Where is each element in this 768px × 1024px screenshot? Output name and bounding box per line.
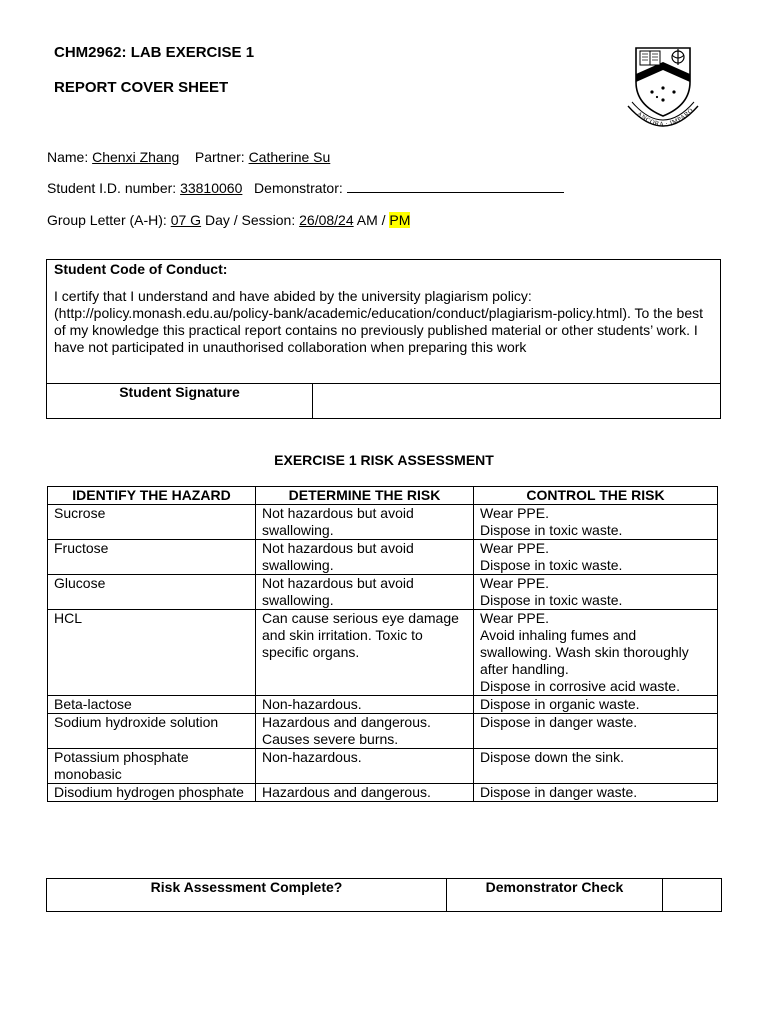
crest-motto: ANCORA · IMPARO — [635, 106, 696, 129]
partner-label: Partner: — [194, 149, 245, 165]
document-subtitle: REPORT COVER SHEET — [54, 79, 229, 96]
group-line — [47, 212, 410, 228]
partner-value: Catherine Su — [248, 149, 331, 165]
name-line — [47, 149, 330, 165]
hazard-cell: Sucrose — [48, 505, 256, 540]
table-row — [48, 696, 718, 714]
demonstrator-blank-field[interactable] — [347, 180, 564, 193]
table-row — [48, 505, 718, 540]
hazard-cell: Potassium phosphate monobasic — [48, 749, 256, 784]
column-header: CONTROL THE RISK — [474, 487, 718, 505]
control-cell: Wear PPE. Avoid inhaling fumes and swallowing. Wash skin thoroughly after handling. Dispose in corrosive acid waste. — [474, 610, 718, 696]
hazard-cell: Fructose — [48, 540, 256, 575]
student-id-value: 33810060 — [180, 180, 243, 196]
risk-cell: Not hazardous but avoid swallowing. — [256, 540, 474, 575]
risk-cell: Hazardous and dangerous. Causes severe burns. — [256, 714, 474, 749]
signature-row — [47, 383, 720, 418]
table-row — [48, 749, 718, 784]
name-value: Chenxi Zhang — [92, 149, 180, 165]
signature-field[interactable] — [313, 384, 720, 418]
risk-cell: Not hazardous but avoid swallowing. — [256, 575, 474, 610]
hazard-cell: HCL — [48, 610, 256, 696]
demonstrator-check-box[interactable] — [663, 879, 722, 912]
session-label: Day / Session: — [204, 212, 296, 228]
hazard-cell: Sodium hydroxide solution — [48, 714, 256, 749]
hazard-cell: Glucose — [48, 575, 256, 610]
control-cell: Dispose in danger waste. — [474, 784, 718, 802]
conduct-statement: I certify that I understand and have abided by the university plagiarism policy: (http://policy.monash.edu.au/policy-bank/academic/education/conduct/plagiarism-policy.html). To the best of my knowledge this practical report contains no previously published material or other students’ work. I have not participated in unauthorised collaboration when preparing this work — [54, 288, 704, 355]
signature-label: Student Signature — [47, 384, 313, 418]
code-of-conduct-box — [46, 259, 721, 419]
document-title: CHM2962: LAB EXERCISE 1 — [54, 44, 255, 61]
control-cell: Wear PPE. Dispose in toxic waste. — [474, 505, 718, 540]
table-row — [48, 540, 718, 575]
table-row — [48, 575, 718, 610]
table-row — [48, 784, 718, 802]
column-header: IDENTIFY THE HAZARD — [48, 487, 256, 505]
session-value: 26/08/24 — [299, 212, 354, 228]
student-id-label: Student I.D. number: — [47, 180, 177, 196]
group-value: 07 G — [170, 212, 202, 228]
risk-cell: Hazardous and dangerous. — [256, 784, 474, 802]
hazard-cell: Beta-lactose — [48, 696, 256, 714]
control-cell: Dispose in organic waste. — [474, 696, 718, 714]
risk-cell: Non-hazardous. — [256, 696, 474, 714]
conduct-heading: Student Code of Conduct: — [54, 261, 228, 277]
control-cell: Dispose in danger waste. — [474, 714, 718, 749]
risk-table-body — [48, 505, 718, 802]
demonstrator-label: Demonstrator: — [254, 180, 343, 196]
hazard-cell: Disodium hydrogen phosphate — [48, 784, 256, 802]
pm-highlighted-label: PM — [389, 212, 411, 228]
group-label: Group Letter (A-H): — [47, 212, 167, 228]
risk-cell: Can cause serious eye damage and skin irritation. Toxic to specific organs. — [256, 610, 474, 696]
demonstrator-check-label: Demonstrator Check — [447, 879, 663, 912]
id-line — [47, 180, 564, 196]
control-cell: Wear PPE. Dispose in toxic waste. — [474, 575, 718, 610]
name-label: Name: — [47, 149, 89, 165]
control-cell: Wear PPE. Dispose in toxic waste. — [474, 540, 718, 575]
risk-assessment-heading: EXERCISE 1 RISK ASSESSMENT — [274, 452, 494, 468]
column-header: DETERMINE THE RISK — [256, 487, 474, 505]
risk-assessment-table — [47, 486, 718, 802]
control-cell: Dispose down the sink. — [474, 749, 718, 784]
table-row — [48, 714, 718, 749]
am-label: AM / — [356, 212, 386, 228]
risk-cell: Non-hazardous. — [256, 749, 474, 784]
risk-assessment-complete-label: Risk Assessment Complete? — [47, 879, 447, 912]
risk-cell: Not hazardous but avoid swallowing. — [256, 505, 474, 540]
university-crest-logo — [622, 44, 704, 140]
risk-check-table — [46, 878, 722, 912]
table-row — [48, 610, 718, 696]
